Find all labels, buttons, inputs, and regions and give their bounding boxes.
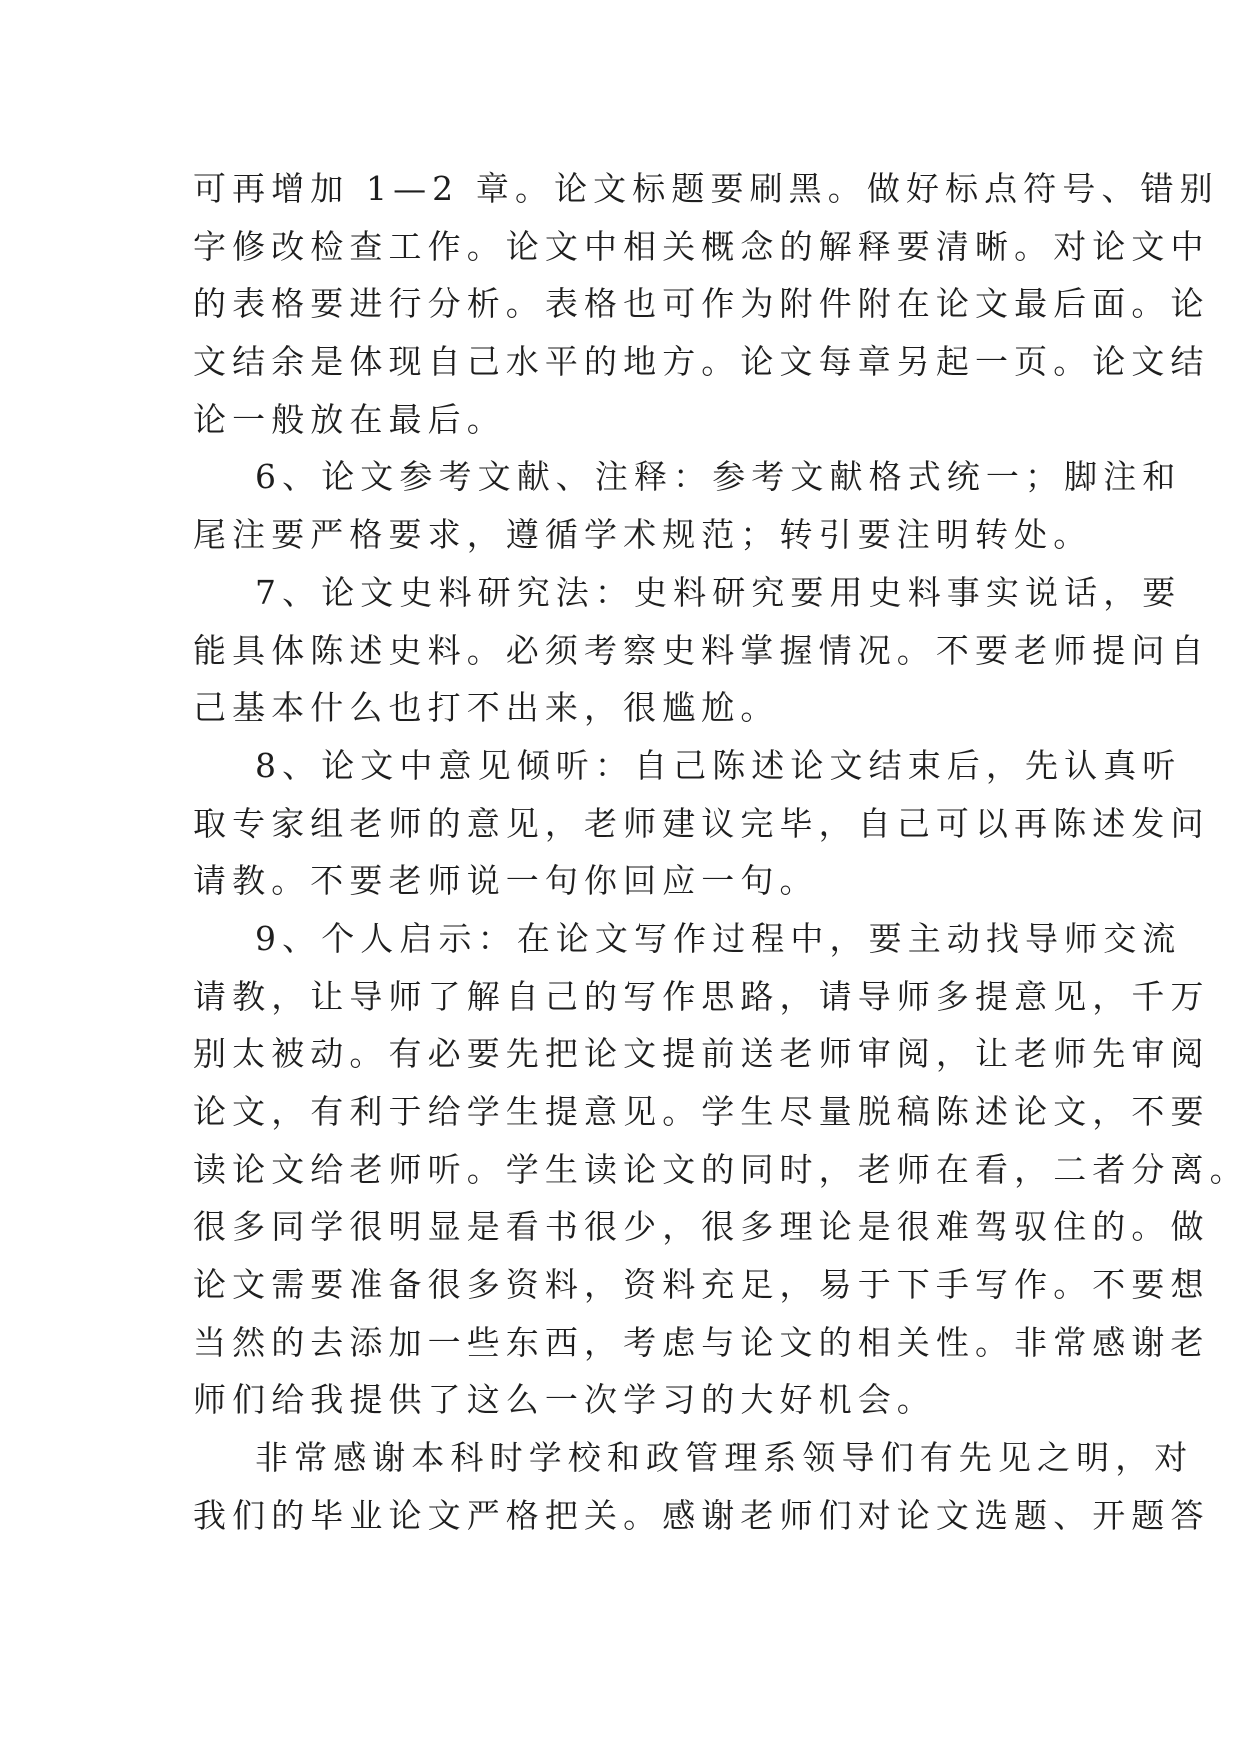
text-line: 请教。不要老师说一句你回应一句。 [193, 861, 819, 901]
text-line: 师们给我提供了这么一次学习的大好机会。 [193, 1380, 936, 1420]
text-line: 8、论文中意见倾听：自己陈述论文结束后，先认真听 [255, 745, 1182, 785]
text-line: 读论文给老师听。学生读论文的同时，老师在看，二者分离。 [193, 1149, 1249, 1189]
text-line: 论一般放在最后。 [193, 399, 506, 439]
paragraph-item-7 [193, 564, 1210, 737]
text-line: 尾注要严格要求，遵循学术规范；转引要注明转处。 [193, 515, 1093, 555]
paragraph-item-6 [193, 448, 1182, 563]
text-line: 取专家组老师的意见，老师建议完毕，自己可以再陈述发问 [193, 803, 1210, 843]
text-line: 7、论文史料研究法：史料研究要用史料事实说话，要 [255, 572, 1182, 612]
text-line: 字修改检查工作。论文中相关概念的解释要清晰。对论文中 [193, 226, 1210, 266]
text-line: 很多同学很明显是看书很少，很多理论是很难驾驭住的。做 [193, 1207, 1210, 1247]
text-line: 别太被动。有必要先把论文提前送老师审阅，让老师先审阅 [193, 1034, 1210, 1074]
text-line: 己基本什么也打不出来，很尴尬。 [193, 688, 780, 728]
text-line: 当然的去添加一些东西，考虑与论文的相关性。非常感谢老 [193, 1322, 1210, 1362]
text-line: 非常感谢本科时学校和政管理系领导们有先见之明，对 [255, 1438, 1194, 1478]
body-text [193, 160, 1249, 1545]
text-line: 论文，有利于给学生提意见。学生尽量脱稿陈述论文，不要 [193, 1092, 1210, 1131]
text-line: 9、个人启示：在论文写作过程中，要主动找导师交流 [255, 918, 1182, 958]
text-line: 请教，让导师了解自己的写作思路，请导师多提意见，千万 [193, 976, 1210, 1016]
text-line: 6、论文参考文献、注释：参考文献格式统一；脚注和 [255, 457, 1182, 497]
paragraph-thanks [193, 1429, 1210, 1544]
text-line: 我们的毕业论文严格把关。感谢老师们对论文选题、开题答 [193, 1495, 1210, 1535]
paragraph-item-9 [193, 910, 1249, 1429]
text-line: 的表格要进行分析。表格也可作为附件附在论文最后面。论 [193, 284, 1210, 324]
text-line: 可再增加 1—2 章。论文标题要刷黑。做好标点符号、错别 [193, 169, 1219, 208]
text-line: 能具体陈述史料。必须考察史料掌握情况。不要老师提问自 [193, 630, 1210, 670]
text-line: 文结余是体现自己水平的地方。论文每章另起一页。论文结 [193, 342, 1210, 382]
text-line: 论文需要准备很多资料，资料充足，易于下手写作。不要想 [193, 1265, 1210, 1305]
paragraph-continuation [193, 160, 1219, 448]
paragraph-item-8 [193, 737, 1210, 910]
